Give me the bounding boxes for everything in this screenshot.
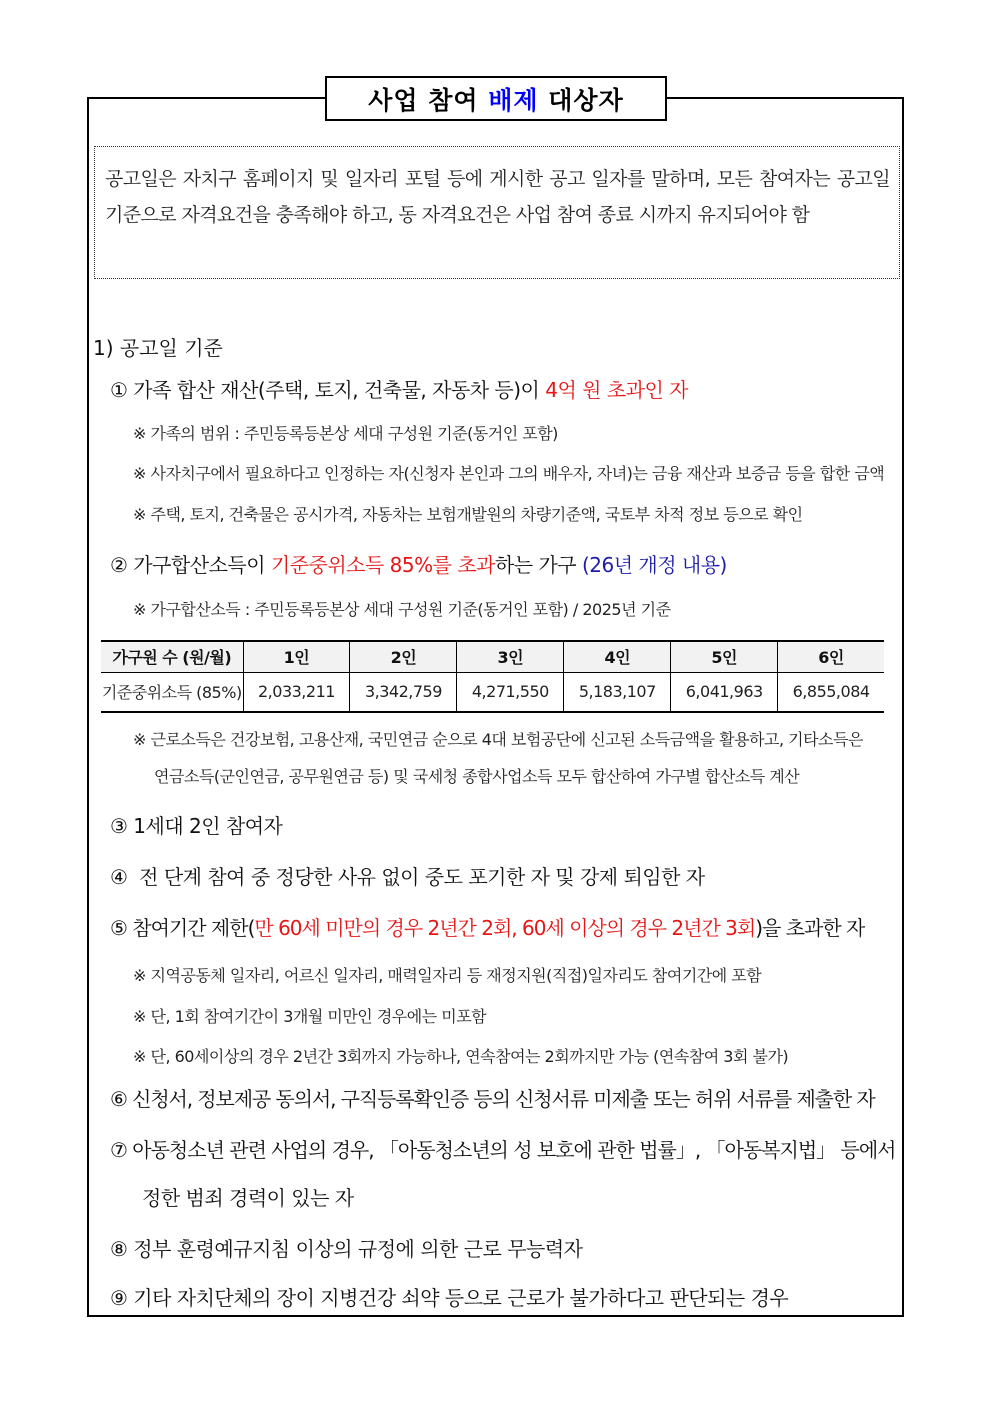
table-header: 가구원 수 (원/월)	[112, 648, 232, 668]
item-7-continued: 정한 범죄 경력이 있는 자	[142, 1186, 354, 1210]
table-header: 4인	[564, 641, 671, 672]
revision-note: (26년 개정 내용)	[581, 553, 727, 577]
item-7	[110, 1134, 895, 1163]
item-4	[110, 861, 705, 890]
note: ※ 지역공동체 일자리, 어르신 일자리, 매력일자리 등 재정지원(직접)일자리도 참여기간에 포함	[133, 966, 762, 985]
item-number: ⑥	[110, 1087, 127, 1111]
item-6	[110, 1083, 875, 1112]
item-3	[110, 810, 282, 839]
item-text: 기타 자치단체의 장이 지병건강 쇠약 등으로 근로가 불가하다고 판단되는 경우	[133, 1286, 789, 1310]
income-table	[101, 640, 884, 713]
item-text: 참여기간 제한(	[132, 916, 255, 940]
item-text: 하는 가구	[494, 553, 582, 577]
table-header: 2인	[350, 641, 457, 672]
page-title	[325, 76, 667, 121]
table-cell: 3,342,759	[350, 672, 457, 712]
table-cell: 6,041,963	[671, 672, 778, 712]
table-cell: 2,033,211	[243, 672, 350, 712]
item-text: 전 단계 참여 중 정당한 사유 없이 중도 포기한 자 및 강제 퇴임한 자	[133, 865, 705, 889]
item-red-text: 4억 원 초과인 자	[545, 378, 688, 402]
table-header: 1인	[243, 641, 350, 672]
title-suffix: 대상자	[538, 85, 624, 115]
item-text: 1세대 2인 참여자	[133, 814, 283, 838]
item-1	[110, 374, 688, 403]
table-row	[101, 672, 884, 712]
item-number: ⑧	[110, 1237, 128, 1261]
row-label: 기준중위소득 (85%)	[101, 683, 242, 703]
item-text: 가족 합산 재산(주택, 토지, 건축물, 자동차 등)이	[133, 378, 546, 402]
note: ※ 단, 60세이상의 경우 2년간 3회까지 가능하나, 연속참여는 2회까지만 가능 (연속참여 3회 불가)	[133, 1047, 789, 1066]
item-text: 정부 훈령예규지침 이상의 규정에 의한 근로 무능력자	[133, 1237, 583, 1261]
table-cell: 6,855,084	[778, 672, 884, 712]
note: ※ 근로소득은 건강보험, 고용산재, 국민연금 순으로 4대 보험공단에 신고된 소득금액을 활용하고, 기타소득은	[133, 730, 863, 749]
table-header: 3인	[457, 641, 564, 672]
section-heading: 1) 공고일 기준	[93, 336, 223, 360]
item-5	[110, 912, 864, 941]
table-header: 5인	[671, 641, 778, 672]
note: ※ 가족의 범위 : 주민등록등본상 세대 구성원 기준(동거인 포함)	[133, 424, 558, 443]
item-number: ②	[110, 553, 128, 577]
item-text: 아동청소년 관련 사업의 경우, 「아동청소년의 성 보호에 관한 법률」, 「아동복지법」 등에서	[132, 1138, 896, 1162]
table-cell: 4,271,550	[457, 672, 564, 712]
note: ※ 사자치구에서 필요하다고 인정하는 자(신청자 본인과 그의 배우자, 자녀)는 금융 재산과 보증금 등을 합한 금액	[133, 464, 885, 483]
table-header-row	[101, 641, 884, 672]
item-number: ①	[110, 378, 128, 402]
item-8	[110, 1233, 582, 1262]
note-continued: 연금소득(군인연금, 공무원연금 등) 및 국세청 종합사업소득 모두 합산하여 가구별 합산소득 계산	[154, 767, 800, 786]
item-text: 신청서, 정보제공 동의서, 구직등록확인증 등의 신청서류 미제출 또는 허위 서류를 제출한 자	[132, 1087, 875, 1111]
table-cell: 5,183,107	[564, 672, 671, 712]
notice-box	[94, 146, 900, 279]
title-highlight: 배제	[488, 85, 539, 115]
item-red-text: 기준중위소득 85%를 초과	[270, 553, 495, 577]
notice-text: 공고일은 자치구 홈페이지 및 일자리 포털 등에 게시한 공고 일자를 말하며, 모든 참여자는 공고일 기준으로 자격요건을 충족해야 하고, 동 자격요건은 사업 참여 종료 시까지 유지되어야 함	[105, 168, 890, 226]
table-header: 6인	[778, 641, 884, 672]
item-number: ③	[110, 814, 128, 838]
item-number: ④	[110, 865, 128, 889]
note: ※ 가구합산소득 : 주민등록등본상 세대 구성원 기준(동거인 포함) / 2025년 기준	[133, 600, 671, 619]
item-red-text: 만 60세 미만의 경우 2년간 2회, 60세 이상의 경우 2년간 3회	[254, 916, 756, 940]
item-text: )을 초과한 자	[755, 916, 865, 940]
item-number: ⑨	[110, 1286, 128, 1310]
item-9	[110, 1282, 788, 1311]
item-text: 가구합산소득이	[133, 553, 271, 577]
item-number: ⑦	[110, 1138, 127, 1162]
note: ※ 주택, 토지, 건축물은 공시가격, 자동차는 보험개발원의 차량기준액, 국토부 차적 정보 등으로 확인	[133, 505, 803, 524]
item-number: ⑤	[110, 916, 127, 940]
title-prefix: 사업 참여	[368, 85, 489, 115]
note: ※ 단, 1회 참여기간이 3개월 미만인 경우에는 미포함	[133, 1007, 487, 1026]
item-2	[110, 549, 727, 578]
